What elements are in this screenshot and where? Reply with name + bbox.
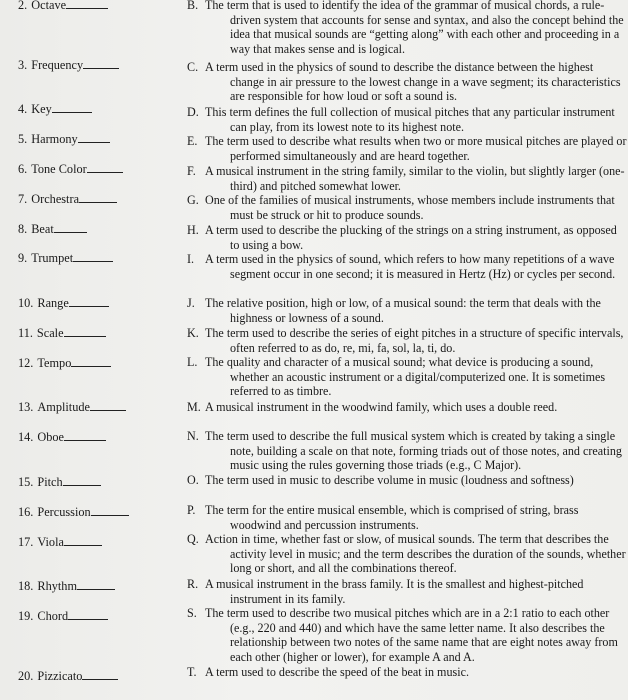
term-word: Viola (37, 535, 64, 549)
term-word: Orchestra (31, 192, 80, 206)
definition-text: This term defines the full collection of musical pitches that any particular instrument can play, from its lowest note to its highest note. (205, 105, 615, 134)
term-number: 5. (18, 132, 28, 146)
answer-blank[interactable] (66, 0, 108, 9)
definition-item (187, 134, 627, 163)
term-word: Tone Color (31, 162, 87, 176)
term-word: Oboe (37, 430, 65, 444)
terms-column (0, 0, 175, 700)
term-item (18, 356, 111, 370)
term-item (18, 162, 123, 176)
definition-item (187, 665, 627, 680)
definition-letter: B. (187, 0, 199, 12)
definition-letter: T. (187, 665, 197, 679)
term-word: Range (37, 296, 69, 310)
term-word: Chord (37, 609, 69, 623)
answer-blank[interactable] (91, 505, 129, 516)
term-word: Key (31, 102, 52, 116)
answer-blank[interactable] (54, 222, 87, 233)
definition-text: The term used to describe two musical pitches which are in a 2:1 ratio to each other (e.g., 220 and 440) and which have the same letter name. It also describes the relationship between two notes of the same name that are eight notes away from each other (higher or lower), for example A and A. (205, 606, 618, 665)
definition-item (187, 193, 627, 222)
term-number: 12. (18, 356, 34, 370)
definition-item (187, 473, 627, 488)
definition-text: A musical instrument in the string family, similar to the violin, but slightly larger (one-third) and pitched somewhat lower. (205, 164, 625, 193)
term-number: 20. (18, 669, 34, 683)
answer-blank[interactable] (52, 102, 92, 113)
term-word: Percussion (37, 505, 91, 519)
definition-item (187, 429, 627, 473)
term-number: 17. (18, 535, 34, 549)
term-number: 10. (18, 296, 34, 310)
answer-blank[interactable] (77, 579, 115, 590)
term-word: Harmony (31, 132, 78, 146)
definition-text: The term used in music to describe volume in music (loudness and softness) (205, 473, 574, 487)
definition-item (187, 400, 627, 415)
definition-letter: L. (187, 355, 198, 369)
definition-item (187, 606, 627, 665)
definition-item (187, 532, 627, 576)
answer-blank[interactable] (79, 192, 117, 203)
term-number: 11. (18, 326, 33, 340)
definition-item (187, 355, 627, 399)
definition-letter: F. (187, 164, 196, 178)
definition-letter: H. (187, 223, 199, 237)
definition-letter: J. (187, 296, 195, 310)
term-item (18, 192, 117, 206)
term-number: 6. (18, 162, 28, 176)
term-item (18, 609, 108, 623)
term-word: Amplitude (37, 400, 90, 414)
definition-letter: C. (187, 60, 199, 74)
definition-item (187, 223, 627, 252)
definition-text: Action in time, whether fast or slow, of musical sounds. The term that describes the activity level in music; and the term describes the duration of the sounds, whether long or short, and all the combinations thereof. (205, 532, 626, 576)
definition-text: The term used to describe what results when two or more musical pitches are played or performed simultaneously and are heard together. (205, 134, 627, 163)
term-number: 4. (18, 102, 28, 116)
term-item (18, 579, 115, 593)
term-item (18, 102, 92, 116)
definition-item (187, 105, 627, 134)
definition-text: The term for the entire musical ensemble, which is comprised of string, brass woodwind and percussion instruments. (205, 503, 579, 532)
definition-item (187, 577, 627, 606)
answer-blank[interactable] (90, 400, 126, 411)
definition-item (187, 60, 627, 104)
definition-text: The quality and character of a musical sound; what device is producing a sound, whether an acoustic instrument or a digital/computerized one. It is sometimes referred to as timbre. (205, 355, 606, 399)
answer-blank[interactable] (78, 132, 110, 143)
term-word: Octave (31, 0, 67, 12)
definition-text: One of the families of musical instruments, whose members include instruments that must be struck or hit to produce sounds. (205, 193, 615, 222)
term-item (18, 58, 119, 72)
answer-blank[interactable] (64, 430, 106, 441)
definition-letter: S. (187, 606, 197, 620)
term-number: 8. (18, 222, 28, 236)
term-item (18, 505, 129, 519)
term-item (18, 222, 87, 236)
term-item (18, 296, 109, 310)
term-number: 15. (18, 475, 34, 489)
definition-text: A musical instrument in the brass family. It is the smallest and highest-pitched instrument in its family. (205, 577, 584, 606)
term-number: 18. (18, 579, 34, 593)
term-item (18, 0, 108, 12)
definition-text: A term used to describe the speed of the beat in music. (205, 665, 469, 679)
answer-blank[interactable] (68, 609, 108, 620)
term-item (18, 535, 102, 549)
term-number: 19. (18, 609, 34, 623)
term-number: 14. (18, 430, 34, 444)
answer-blank[interactable] (73, 251, 113, 262)
definition-item (187, 296, 627, 325)
answer-blank[interactable] (64, 326, 106, 337)
definition-letter: I. (187, 252, 195, 266)
definition-letter: G. (187, 193, 199, 207)
definition-item (187, 326, 627, 355)
definition-letter: K. (187, 326, 199, 340)
term-item (18, 132, 110, 146)
term-word: Trumpet (31, 251, 74, 265)
definition-text: The term that is used to identify the idea of the grammar of musical chords, a rule-driven system that accounts for sense and syntax, and also the concept behind the idea that musical sounds are “getting along” with each other and proceeding in a way that makes sense and is logical. (205, 0, 624, 57)
term-number: 3. (18, 58, 28, 72)
definition-letter: D. (187, 105, 199, 119)
term-word: Scale (36, 326, 64, 340)
term-item (18, 669, 118, 683)
term-number: 16. (18, 505, 34, 519)
answer-blank[interactable] (63, 475, 101, 486)
term-item (18, 251, 113, 265)
definition-text: A musical instrument in the woodwind family, which uses a double reed. (205, 400, 558, 414)
term-number: 2. (18, 0, 28, 12)
answer-blank[interactable] (83, 58, 119, 69)
term-item (18, 430, 106, 444)
term-item (18, 326, 106, 340)
definition-letter: M. (187, 400, 201, 414)
term-word: Pizzicato (37, 669, 83, 683)
term-word: Tempo (37, 356, 72, 370)
term-item (18, 400, 126, 414)
term-item (18, 475, 101, 489)
definition-letter: N. (187, 429, 199, 443)
answer-blank[interactable] (71, 356, 111, 367)
definition-item (187, 164, 627, 193)
definition-text: A term used in the physics of sound, which refers to how many repetitions of a wave segment occur in one second; it is measured in Hertz (Hz) or cycles per second. (205, 252, 616, 281)
answer-blank[interactable] (87, 162, 123, 173)
definition-letter: P. (187, 503, 196, 517)
definition-item (187, 503, 627, 532)
definition-item (187, 0, 627, 57)
term-word: Frequency (31, 58, 84, 72)
term-number: 9. (18, 251, 28, 265)
answer-blank[interactable] (69, 296, 109, 307)
term-word: Pitch (37, 475, 63, 489)
definition-text: A term used to describe the plucking of the strings on a string instrument, as opposed to using a bow. (205, 223, 617, 252)
definition-letter: Q. (187, 532, 199, 546)
definition-letter: R. (187, 577, 199, 591)
definition-letter: O. (187, 473, 199, 487)
answer-blank[interactable] (64, 535, 102, 546)
definition-text: A term used in the physics of sound to describe the distance between the highest change in air pressure to the lowest change in a wave segment; its characteristics are responsible for how loud or soft a sound is. (205, 60, 621, 104)
term-number: 7. (18, 192, 28, 206)
answer-blank[interactable] (82, 669, 118, 680)
definition-text: The term used to describe the series of eight pitches in a structure of specific intervals, often referred to as do, re, mi, fa, sol, la, ti, do. (205, 326, 624, 355)
definition-text: The term used to describe the full musical system which is created by taking a single note, building a scale on that note, forming triads out of those notes, and creating music using the rules governing those triads (e.g., C Major). (205, 429, 622, 473)
term-number: 13. (18, 400, 34, 414)
definition-item (187, 252, 627, 281)
term-word: Beat (31, 222, 54, 236)
definition-text: The relative position, high or low, of a musical sound: the term that deals with the highness or lowness of a sound. (205, 296, 601, 325)
term-word: Rhythm (37, 579, 78, 593)
definition-letter: E. (187, 134, 198, 148)
